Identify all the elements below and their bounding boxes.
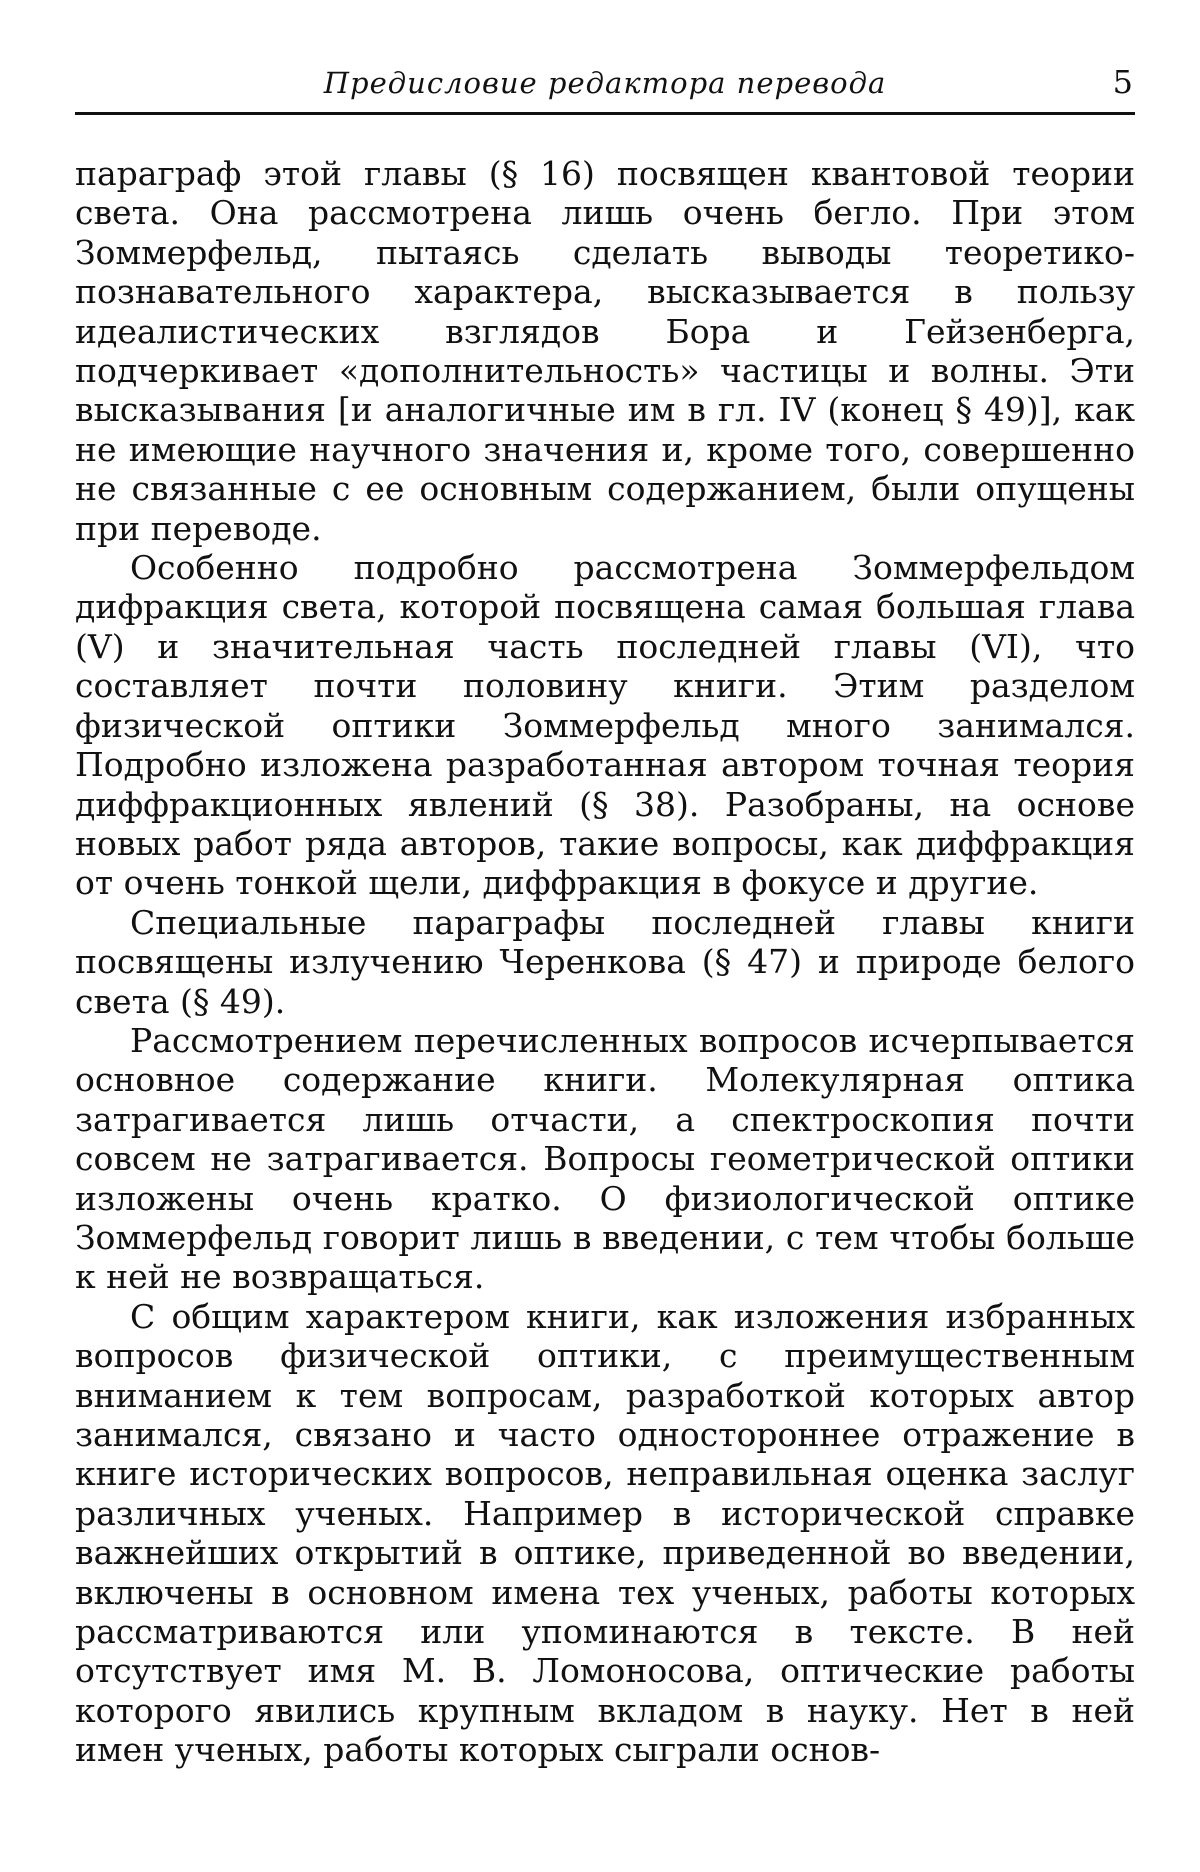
running-head [75,62,1135,106]
paragraph-3: Специальные параграфы последней главы книги посвящены излучению Черенкова (§ 47) и природе белого света (§ 49). [75,902,1135,1021]
paragraph-1: параграф этой главы (§ 16) посвящен квантовой теории света. Она рассмотрена лишь очень бегло. При этом Зоммерфельд, пытаясь сделать выводы теоретико-познавательного характера, высказывается в пользу идеалистических взглядов Бора и Гейзенберга, подчеркивает «дополнительность» частицы и волны. Эти высказывания [и аналогичные им в гл. IV (конец § 49)], как не имеющие научного значения и, кроме того, совершенно не связанные с ее основным содержанием, были опущены при переводе. [75,154,1135,548]
running-title: Предисловие редактора перевода [323,66,887,100]
paragraph-4: Рассмотрением перечисленных вопросов исчерпывается основное содержание книги. Молекулярная оптика затрагивается лишь отчасти, а спектроскопия почти совсем не затрагивается. Вопросы геометрической оптики изложены очень кратко. О физиологической оптике Зоммерфельд говорит лишь в введении, с тем чтобы больше к ней не возвращаться. [75,1020,1135,1297]
header-rule [75,112,1135,115]
paragraph-5: С общим характером книги, как изложения избранных вопросов физической оптики, с преимущественным вниманием к тем вопросам, разработкой которых автор занимался, связано и часто одностороннее отражение в книге исторических вопросов, неправильная оценка заслуг различных ученых. Например в исторической справке важнейших открытий в оптике, приведенной во введении, включены в основном имена тех ученых, работы которых рассматриваются или упоминаются в тексте. В ней отсутствует имя М. В. Ломоносова, оптические работы которого явились крупным вкладом в науку. Нет в ней имен ученых, работы которых сыграли основ- [75,1296,1135,1770]
body-text [75,154,1135,1770]
page-number: 5 [1112,63,1133,101]
paragraph-2: Особенно подробно рассмотрена Зоммерфельдом дифракция света, которой посвящена самая большая глава (V) и значительная часть последней главы (VI), что составляет почти половину книги. Этим разделом физической оптики Зоммерфельд много занимался. Подробно изложена разработанная автором точная теория диффракционных явлений (§ 38). Разобраны, на основе новых работ ряда авторов, такие вопросы, как диффракция от очень тонкой щели, диффракция в фокусе и другие. [75,548,1135,903]
book-page [75,62,1135,1770]
